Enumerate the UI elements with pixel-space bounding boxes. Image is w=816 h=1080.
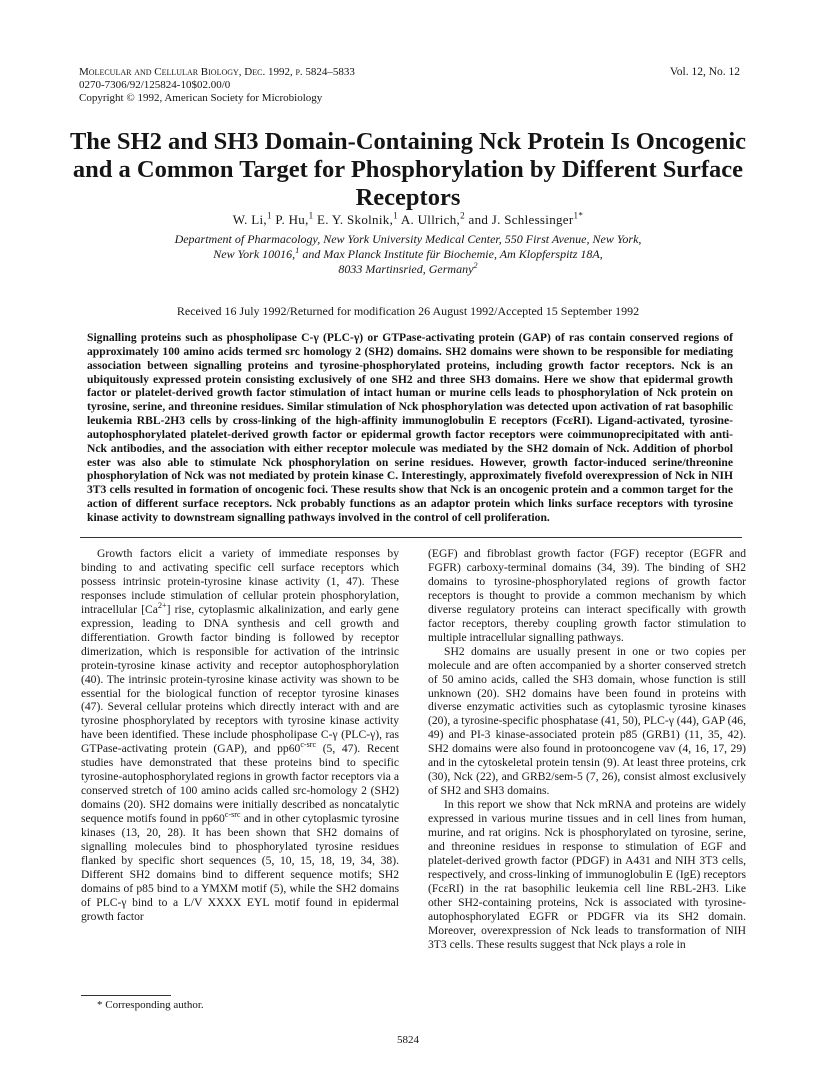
body-paragraph: (EGF) and fibroblast growth factor (FGF) receptor (EGFR and FGFR) carboxy-terminal domains (34, 39). The binding of SH2 domains to tyrosine-phosphorylated regions of growth factor receptors is thought to provide a common mechanism by which diverse regulatory proteins can interact specifically with growth factor receptors, thereby coupling growth factor stimulation to multiple intracellular signalling pathways. [428, 547, 746, 644]
body-column-left [81, 547, 399, 924]
volume-issue: Vol. 12, No. 12 [669, 66, 740, 78]
body-paragraph: In this report we show that Nck mRNA and proteins are widely expressed in various murine tissues and in cell lines from human, murine, and rat origins. Nck is phosphorylated on tyrosine, serine, and threonine residues in response to stimulation of EGF and platelet-derived growth factor (PDGF) in A431 and NIH 3T3 cells, respectively, and cross-linking of immunoglobulin E (IgE) receptors (FcεRI) in the rat basophilic leukemia cell line RBL-2H3. Like other SH2-containing proteins, Nck is associated with tyrosine-autophosphorylated EGFR or PDGFR via its SH2 domain. Moreover, overexpression of Nck leads to transformation of NIH 3T3 cells. These results suggest that Nck plays a role in [428, 798, 746, 951]
body-paragraph: Growth factors elicit a variety of immediate responses by binding to and activating specific cell surface receptors which possess intrinsic protein-tyrosine kinase activity (1, 47). These responses include stimulation of cellular protein phosphorylation, intracellular $[Ca^{2+}]$ rise, cytoplasmic alkalinization, and early gene expression, leading to DNA synthesis and cell growth and differentiation. Growth factor binding is followed by receptor dimerization, which is responsible for activation of the intrinsic protein-tyrosine kinase activity and receptor autophosphorylation (40). The intrinsic protein-tyrosine kinase activity was shown to be essential for the biological function of receptor tyrosine kinases (47). Several cellular proteins which directly interact with and are tyrosine phosphorylated by receptors with tyrosine kinase activity have been identified. These include phospholipase C-γ (PLC-γ), ras GTPase-activating protein (GAP), and $pp60^{c-src}$ (5, 47). Recent studies have demonstrated that these proteins bind to specific tyrosine-autophosphorylated regions in growth factor receptors via a conserved stretch of 100 amino acids called src-homology 2 (SH2) domains (20). SH2 domains were initially described as noncatalytic sequence motifs found in $pp60^{c-src}$ and in other cytoplasmic tyrosine kinases (13, 20, 28). It has been shown that SH2 domains of signalling molecules bind to phosphorylated tyrosine residues flanked by specific short sequences (5, 10, 15, 18, 19, 34, 38). Different SH2 domains bind to different sequence motifs; SH2 domains of p85 bind to a YMXM motif (5), while the SH2 domains of PLC-γ bind to a L/V XXXX EYL motif found in epidermal growth factor [81, 547, 400, 923]
journal-citation: Molecular and Cellular Biology, Dec. 1992, p. 5824–5833 [79, 66, 355, 78]
journal-header [79, 66, 355, 105]
article-title: The SH2 and SH3 Domain-Containing Nck Protein Is Oncogenic and a Common Target for Phosphorylation by Different Surface Receptors [69, 128, 747, 211]
body-column-right [428, 547, 746, 952]
affiliations: Department of Pharmacology, New York University Medical Center, 550 First Avenue, New York, New York 10016,$^1$ and Max Planck Institute für Biochemie, Am Klopferspitz 18A, 8033 Martinsried, Germany$^2$ [174, 232, 642, 276]
page-number: 5824 [397, 1034, 419, 1046]
author: E. Y. Skolnik,$^1$ [317, 210, 398, 227]
copyright-line: Copyright © 1992, American Society for Microbiology [79, 92, 323, 104]
abstract: Signalling proteins such as phospholipase C-γ (PLC-γ) or GTPase-activating protein (GAP) of ras contain conserved regions of approximately 100 amino acids termed src homology 2 (SH2) domains. SH2 domains were shown to be responsible for mediating association between signalling proteins and tyrosine-phosphorylated proteins, including growth factor receptors. Nck is an ubiquitously expressed protein consisting exclusively of one SH2 and three SH3 domains. Here we show that epidermal growth factor or platelet-derived growth factor stimulation of intact human or murine cells leads to phosphorylation of Nck protein on tyrosine, serine, and threonine residues. Similar stimulation of Nck phosphorylation was detected upon activation of rat basophilic leukemia RBL-2H3 cells by cross-linking of the high-affinity immunoglobulin E receptors (FcεRI). Ligand-activated, tyrosine-autophosphorylated platelet-derived growth factor or epidermal growth factor receptors were coimmunoprecipitated with anti-Nck antibodies, and the association with either receptor molecule was mediated by the SH2 domain of Nck. Addition of phorbol ester was also able to stimulate Nck phosphorylation on serine residues. However, growth factor-induced serine/threonine phosphorylation of Nck was not mediated by protein kinase C. Interestingly, approximately fivefold overexpression of Nck in NIH 3T3 cells resulted in formation of oncogenic foci. These results show that Nck is an oncogenic protein and a common target for the action of different surface receptors. Nck probably functions as an adaptor protein which links surface receptors with tyrosine kinase activity to downstream signalling pathways involved in the control of cell proliferation. [87, 331, 733, 524]
author-list [60, 212, 756, 228]
author: W. Li,$^1$ [232, 210, 272, 227]
footnote-divider [81, 995, 171, 996]
body-paragraph: SH2 domains are usually present in one or two copies per molecule and are often accompanied by a shorter conserved stretch of 50 amino acids, called the SH3 domain, whose function is still unknown (20). SH2 domains have been found in proteins with diverse enzymatic activities such as cytoplasmic tyrosine kinases (20), a tyrosine-specific phosphatase (41, 50), PLC-γ (44), GAP (46, 49) and PI-3 kinase-associated protein p85 (GRB1) (11, 35, 42). SH2 domains were also found in protooncogene vav (4, 16, 17, 29) and in the cytoskeletal protein tensin (9). At least three proteins, crk (30), Nck (22), and GRB2/sem-5 (7, 26), consist almost exclusively of SH2 and SH3 domains. [428, 644, 746, 798]
author: and J. Schlessinger$^{1*}$ [468, 210, 584, 227]
received-dates: Received 16 July 1992/Returned for modification 26 August 1992/Accepted 15 September 1992 [176, 304, 640, 318]
section-divider [80, 537, 742, 538]
journal-code: 0270-7306/92/125824-10$02.00/0 [79, 79, 231, 91]
author: A. Ullrich,$^2$ [400, 210, 465, 227]
footnote-corresponding-author: * Corresponding author. [97, 999, 204, 1011]
author: P. Hu,$^1$ [275, 210, 314, 227]
